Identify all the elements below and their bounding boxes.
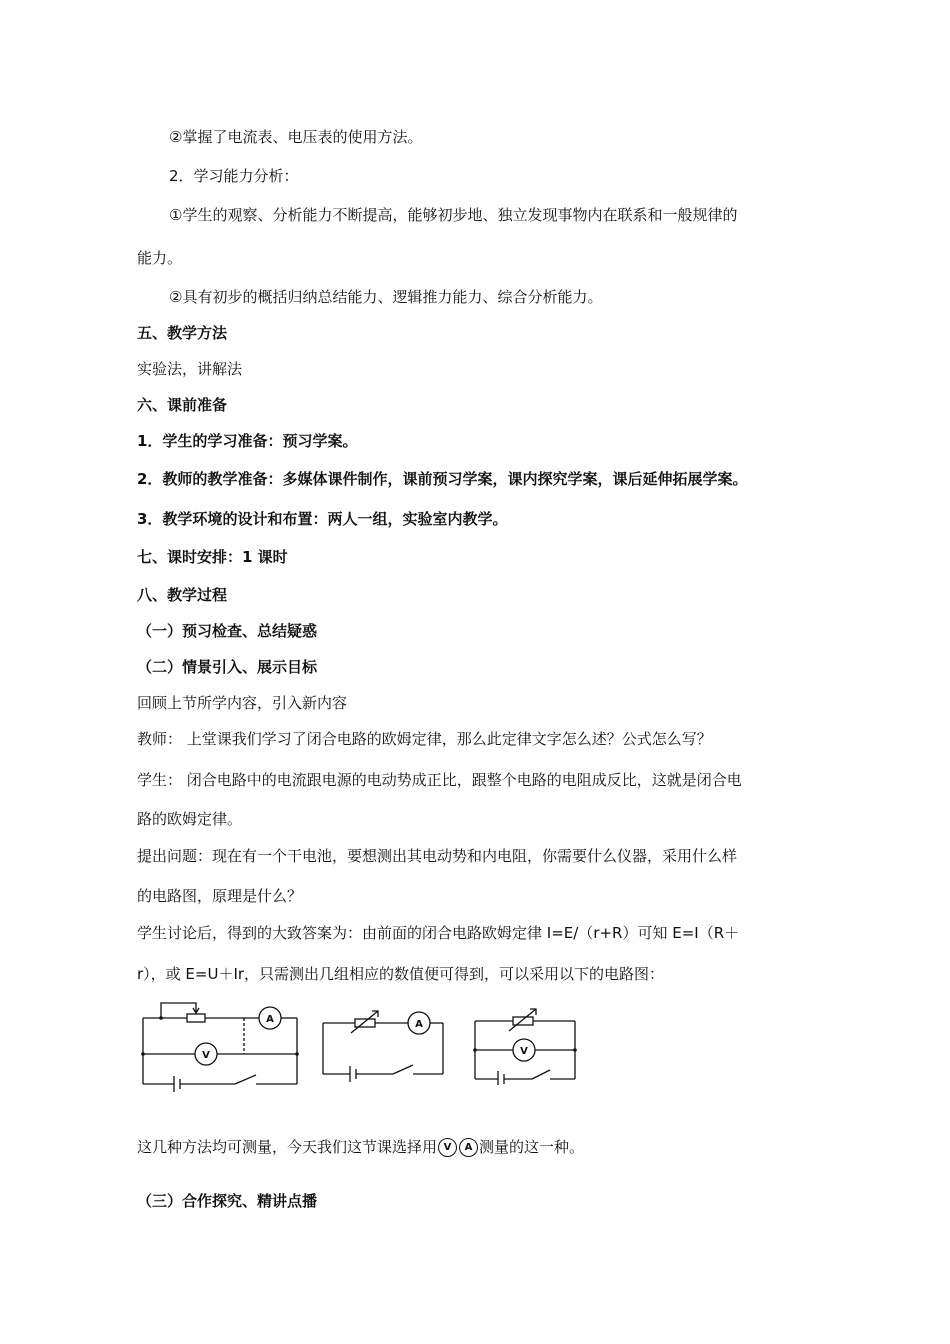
subsection-heading: （一）预习检查、总结疑惑 — [137, 622, 318, 640]
ammeter-label: A — [415, 1019, 423, 1030]
dialogue-student: 学生： 闭合电路中的电流跟电源的电动势成正比，跟整个电路的电阻成反比，这就是闭合电 — [137, 771, 742, 789]
section-heading: 八、教学过程 — [137, 586, 228, 604]
ammeter-label: A — [266, 1014, 274, 1025]
section-heading: 七、课时安排：1 课时 — [137, 548, 288, 566]
circuit-diagram-1 — [140, 998, 305, 1098]
text-line: 学生讨论后，得到的大致答案为：由前面的闭合电路欧姆定律 I=E/（r+R）可知 E=I（R＋ — [137, 924, 740, 942]
text-segment: 测量的这一种。 — [479, 1138, 585, 1156]
section-heading: 六、课前准备 — [137, 396, 228, 414]
subsection-heading: （三）合作探究、精讲点播 — [137, 1192, 318, 1210]
circuit-diagram-2 — [318, 1005, 448, 1085]
text-line — [137, 1137, 584, 1157]
section-heading: 五、教学方法 — [137, 324, 228, 342]
voltmeter-label: V — [202, 1050, 210, 1061]
text-line: 能力。 — [137, 249, 183, 267]
text-line: 路的欧姆定律。 — [137, 810, 243, 828]
prep-item: 1．学生的学习准备：预习学案。 — [137, 432, 358, 450]
voltmeter-icon: V — [438, 1138, 457, 1157]
ammeter-icon: A — [459, 1138, 478, 1157]
prep-item: 2．教师的教学准备：多媒体课件制作，课前预习学案，课内探究学案，课后延伸拓展学案。 — [137, 470, 748, 488]
prep-item: 3．教学环境的设计和布置：两人一组，实验室内教学。 — [137, 510, 508, 528]
text-segment: 这几种方法均可测量，今天我们这节课选择用 — [137, 1138, 438, 1156]
text-line: ②掌握了电流表、电压表的使用方法。 — [169, 128, 423, 146]
text-line: 2．学习能力分析： — [169, 167, 299, 185]
text-line: 回顾上节所学内容，引入新内容 — [137, 694, 348, 712]
dialogue-teacher: 教师： 上堂课我们学习了闭合电路的欧姆定律，那么此定律文字怎么述？公式怎么写？ — [137, 730, 712, 748]
text-line: r），或 E=U＋Ir，只需测出几组相应的数值便可得到，可以采用以下的电路图： — [137, 965, 665, 983]
voltmeter-label: V — [520, 1046, 528, 1057]
text-line: 提出问题：现在有一个干电池，要想测出其电动势和内电阻，你需要什么仪器，采用什么样 — [137, 847, 738, 865]
subsection-heading: （二）情景引入、展示目标 — [137, 658, 318, 676]
text-line: 的电路图，原理是什么？ — [137, 887, 303, 905]
circuit-diagram-3 — [470, 1005, 582, 1085]
text-line: 实验法，讲解法 — [137, 360, 243, 378]
text-line: ②具有初步的概括归纳总结能力、逻辑推力能力、综合分析能力。 — [169, 288, 603, 306]
text-line: ①学生的观察、分析能力不断提高，能够初步地、独立发现事物内在联系和一般规律的 — [169, 206, 738, 224]
